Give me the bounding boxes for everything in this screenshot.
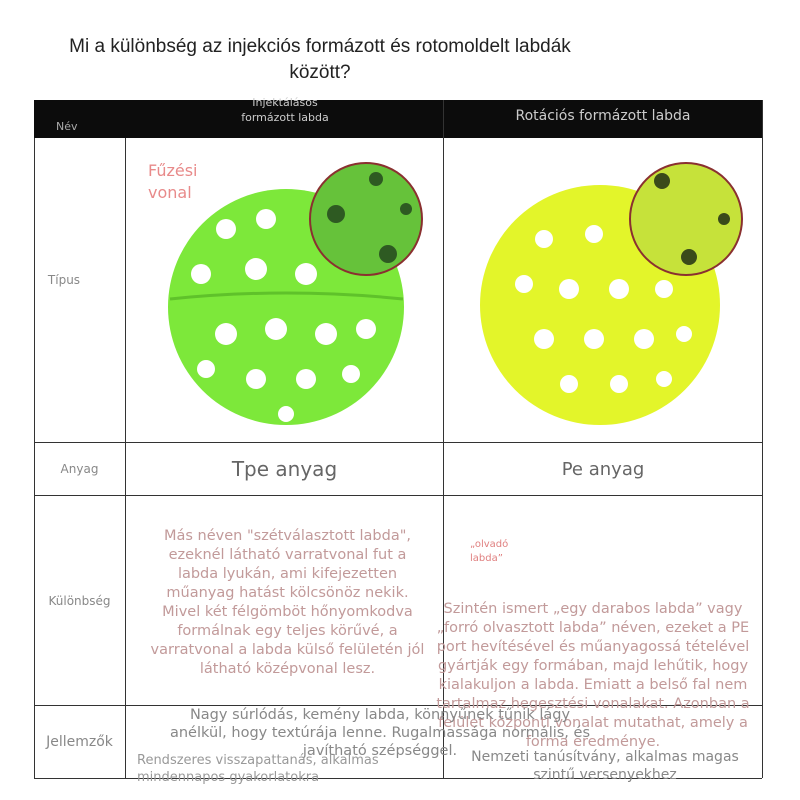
- material-right: Pe anyag: [561, 458, 645, 480]
- label-type: Típus: [47, 273, 81, 287]
- page-title: Mi a különbség az injekciós formázott és rotomoldelt labdák között?: [69, 36, 571, 83]
- label-features: Jellemzők: [46, 734, 113, 750]
- material-left: Tpe anyag: [231, 457, 338, 481]
- seam-l1: Fűzési: [148, 161, 198, 180]
- features-common: Nagy súrlódás, kemény labda, könnyűnek tűnik lágy anélkül, hogy textúrája lenne. Rugalmassága normális, és javítható szépséggel.: [169, 707, 591, 759]
- seam-l2: vonal: [148, 183, 192, 202]
- difference-right: Szintén ismert „egy darabos labda” vagy „forró olvasztott labda” néven, ezeket a PE port hevítésével és műanyagossá tételével gyártják egy formában, majd lehűtik, hogy kialakuljon a labda. Emiatt a belső fal nem tartalmaz hegesztési vonalakat. Azonban a felület központi vonalat mutathat, amely a forma eredménye.: [436, 601, 750, 750]
- features-left: Rendszeres visszapattanás, alkalmas mindennapos gyakorlatokra: [137, 753, 379, 785]
- header-injection-l1: Injektálásos: [252, 96, 318, 109]
- seam-line-label: [148, 160, 198, 204]
- features-right: Nemzeti tanúsítvány, alkalmas magas szintű versenyekhez: [471, 749, 739, 783]
- difference-left: Más néven "szétválasztott labda", ezeknél látható varratvonal fut a labda lyukán, ami kifejezetten műanyag hatást kölcsönöz nekik. Mivel két félgömböt hőnyomkodva formálnak egy teljes körűvé, a varratvonal a labda külső felületén jól látható középvonal lesz.: [150, 528, 425, 677]
- header-injection-l2: formázott labda: [241, 111, 329, 124]
- rotational-ball-image: [444, 139, 761, 441]
- label-material: Anyag: [60, 462, 99, 476]
- header-rotational: Rotációs formázott labda: [515, 108, 691, 124]
- header-name: Név: [56, 120, 78, 133]
- label-difference: Különbség: [48, 593, 111, 608]
- melt-note: „olvadó labda”: [470, 539, 509, 564]
- header-injection: [200, 95, 370, 125]
